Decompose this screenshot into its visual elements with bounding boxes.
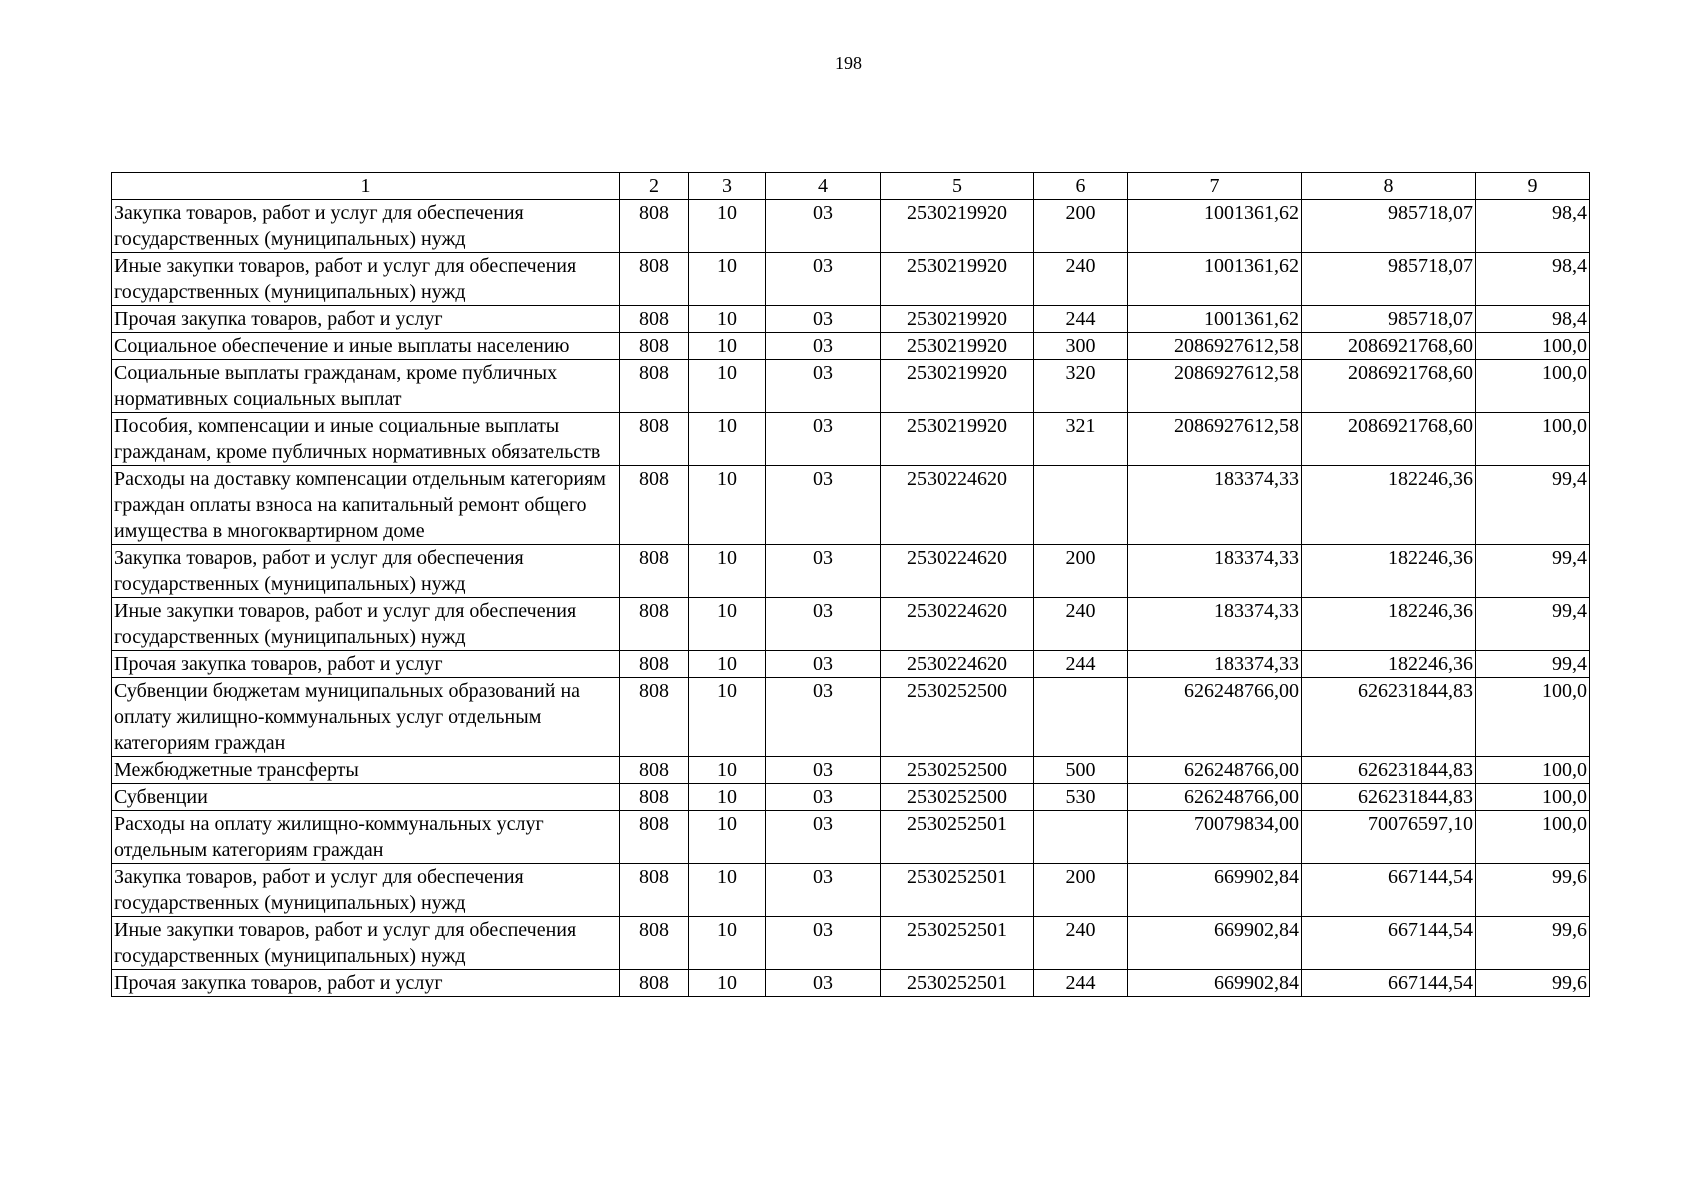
table-row [112, 360, 1590, 413]
ministry-code-cell: 808 [620, 917, 689, 970]
section-code-cell: 10 [689, 360, 766, 413]
expense-type-cell [1034, 811, 1128, 864]
target-article-cell: 2530224620 [881, 466, 1034, 545]
expense-type-cell: 240 [1034, 917, 1128, 970]
expense-name-cell: Субвенции [112, 784, 620, 811]
expense-name-cell: Социальные выплаты гражданам, кроме публичных нормативных социальных выплат [112, 360, 620, 413]
subsection-code-cell: 03 [766, 333, 881, 360]
expense-name-cell: Пособия, компенсации и иные социальные выплаты гражданам, кроме публичных нормативных обязательств [112, 413, 620, 466]
planned-amount-cell: 669902,84 [1128, 864, 1302, 917]
expense-type-cell: 200 [1034, 200, 1128, 253]
table-row [112, 651, 1590, 678]
planned-amount-cell: 2086927612,58 [1128, 333, 1302, 360]
executed-amount-cell: 626231844,83 [1302, 757, 1476, 784]
target-article-cell: 2530252500 [881, 757, 1034, 784]
section-code-cell: 10 [689, 598, 766, 651]
section-code-cell: 10 [689, 651, 766, 678]
executed-amount-cell: 626231844,83 [1302, 678, 1476, 757]
execution-percent-cell: 99,6 [1476, 970, 1590, 997]
ministry-code-cell: 808 [620, 253, 689, 306]
expense-type-cell: 200 [1034, 864, 1128, 917]
ministry-code-cell: 808 [620, 651, 689, 678]
executed-amount-cell: 667144,54 [1302, 917, 1476, 970]
ministry-code-cell: 808 [620, 200, 689, 253]
section-code-cell: 10 [689, 466, 766, 545]
table-row [112, 811, 1590, 864]
expense-type-cell: 500 [1034, 757, 1128, 784]
section-code-cell: 10 [689, 678, 766, 757]
target-article-cell: 2530224620 [881, 545, 1034, 598]
executed-amount-cell: 667144,54 [1302, 970, 1476, 997]
column-header: 6 [1034, 173, 1128, 200]
target-article-cell: 2530219920 [881, 200, 1034, 253]
planned-amount-cell: 626248766,00 [1128, 784, 1302, 811]
section-code-cell: 10 [689, 413, 766, 466]
subsection-code-cell: 03 [766, 598, 881, 651]
table-row [112, 917, 1590, 970]
expense-name-cell: Субвенции бюджетам муниципальных образований на оплату жилищно-коммунальных услуг отдельным категориям граждан [112, 678, 620, 757]
execution-percent-cell: 99,4 [1476, 598, 1590, 651]
execution-percent-cell: 99,4 [1476, 651, 1590, 678]
section-code-cell: 10 [689, 811, 766, 864]
expense-type-cell: 244 [1034, 970, 1128, 997]
expense-type-cell: 530 [1034, 784, 1128, 811]
ministry-code-cell: 808 [620, 864, 689, 917]
table-body [112, 200, 1590, 997]
target-article-cell: 2530252501 [881, 970, 1034, 997]
planned-amount-cell: 183374,33 [1128, 466, 1302, 545]
ministry-code-cell: 808 [620, 306, 689, 333]
subsection-code-cell: 03 [766, 545, 881, 598]
section-code-cell: 10 [689, 784, 766, 811]
expense-name-cell: Иные закупки товаров, работ и услуг для обеспечения государственных (муниципальных) нужд [112, 253, 620, 306]
expense-name-cell: Межбюджетные трансферты [112, 757, 620, 784]
target-article-cell: 2530219920 [881, 333, 1034, 360]
executed-amount-cell: 985718,07 [1302, 253, 1476, 306]
section-code-cell: 10 [689, 757, 766, 784]
column-header: 9 [1476, 173, 1590, 200]
subsection-code-cell: 03 [766, 306, 881, 333]
executed-amount-cell: 2086921768,60 [1302, 360, 1476, 413]
expense-name-cell: Закупка товаров, работ и услуг для обеспечения государственных (муниципальных) нужд [112, 545, 620, 598]
expense-type-cell: 320 [1034, 360, 1128, 413]
executed-amount-cell: 626231844,83 [1302, 784, 1476, 811]
expense-name-cell: Расходы на доставку компенсации отдельным категориям граждан оплаты взноса на капитальный ремонт общего имущества в многоквартирном доме [112, 466, 620, 545]
target-article-cell: 2530219920 [881, 306, 1034, 333]
subsection-code-cell: 03 [766, 413, 881, 466]
expense-name-cell: Закупка товаров, работ и услуг для обеспечения государственных (муниципальных) нужд [112, 200, 620, 253]
section-code-cell: 10 [689, 333, 766, 360]
target-article-cell: 2530252501 [881, 917, 1034, 970]
execution-percent-cell: 100,0 [1476, 333, 1590, 360]
subsection-code-cell: 03 [766, 811, 881, 864]
ministry-code-cell: 808 [620, 360, 689, 413]
execution-percent-cell: 98,4 [1476, 253, 1590, 306]
section-code-cell: 10 [689, 200, 766, 253]
subsection-code-cell: 03 [766, 678, 881, 757]
execution-percent-cell: 100,0 [1476, 413, 1590, 466]
expense-type-cell [1034, 466, 1128, 545]
column-header: 8 [1302, 173, 1476, 200]
expense-type-cell [1034, 678, 1128, 757]
expense-name-cell: Иные закупки товаров, работ и услуг для обеспечения государственных (муниципальных) нужд [112, 598, 620, 651]
expense-name-cell: Социальное обеспечение и иные выплаты населению [112, 333, 620, 360]
ministry-code-cell: 808 [620, 970, 689, 997]
execution-percent-cell: 99,6 [1476, 917, 1590, 970]
executed-amount-cell: 2086921768,60 [1302, 333, 1476, 360]
column-header: 1 [112, 173, 620, 200]
execution-percent-cell: 98,4 [1476, 200, 1590, 253]
executed-amount-cell: 985718,07 [1302, 200, 1476, 253]
section-code-cell: 10 [689, 253, 766, 306]
executed-amount-cell: 182246,36 [1302, 651, 1476, 678]
expense-type-cell: 200 [1034, 545, 1128, 598]
execution-percent-cell: 100,0 [1476, 360, 1590, 413]
target-article-cell: 2530224620 [881, 651, 1034, 678]
table-row [112, 598, 1590, 651]
target-article-cell: 2530219920 [881, 413, 1034, 466]
executed-amount-cell: 182246,36 [1302, 598, 1476, 651]
executed-amount-cell: 182246,36 [1302, 545, 1476, 598]
planned-amount-cell: 183374,33 [1128, 651, 1302, 678]
executed-amount-cell: 182246,36 [1302, 466, 1476, 545]
ministry-code-cell: 808 [620, 678, 689, 757]
column-header: 7 [1128, 173, 1302, 200]
subsection-code-cell: 03 [766, 784, 881, 811]
table-row [112, 970, 1590, 997]
table-row [112, 306, 1590, 333]
expense-name-cell: Расходы на оплату жилищно-коммунальных услуг отдельным категориям граждан [112, 811, 620, 864]
execution-percent-cell: 99,4 [1476, 466, 1590, 545]
expense-name-cell: Прочая закупка товаров, работ и услуг [112, 651, 620, 678]
section-code-cell: 10 [689, 306, 766, 333]
expense-type-cell: 240 [1034, 253, 1128, 306]
planned-amount-cell: 669902,84 [1128, 917, 1302, 970]
planned-amount-cell: 1001361,62 [1128, 253, 1302, 306]
column-header: 2 [620, 173, 689, 200]
execution-percent-cell: 100,0 [1476, 784, 1590, 811]
expense-name-cell: Прочая закупка товаров, работ и услуг [112, 970, 620, 997]
planned-amount-cell: 669902,84 [1128, 970, 1302, 997]
ministry-code-cell: 808 [620, 333, 689, 360]
planned-amount-cell: 2086927612,58 [1128, 360, 1302, 413]
subsection-code-cell: 03 [766, 917, 881, 970]
table-row [112, 333, 1590, 360]
planned-amount-cell: 183374,33 [1128, 545, 1302, 598]
execution-percent-cell: 99,6 [1476, 864, 1590, 917]
executed-amount-cell: 667144,54 [1302, 864, 1476, 917]
ministry-code-cell: 808 [620, 811, 689, 864]
subsection-code-cell: 03 [766, 200, 881, 253]
planned-amount-cell: 626248766,00 [1128, 678, 1302, 757]
planned-amount-cell: 626248766,00 [1128, 757, 1302, 784]
section-code-cell: 10 [689, 545, 766, 598]
page-number: 198 [835, 53, 862, 73]
planned-amount-cell: 183374,33 [1128, 598, 1302, 651]
expense-name-cell: Иные закупки товаров, работ и услуг для обеспечения государственных (муниципальных) нужд [112, 917, 620, 970]
table-row [112, 784, 1590, 811]
table-row [112, 466, 1590, 545]
executed-amount-cell: 70076597,10 [1302, 811, 1476, 864]
column-header: 3 [689, 173, 766, 200]
table-header-row [112, 173, 1590, 200]
target-article-cell: 2530219920 [881, 360, 1034, 413]
planned-amount-cell: 1001361,62 [1128, 306, 1302, 333]
subsection-code-cell: 03 [766, 253, 881, 306]
table-row [112, 413, 1590, 466]
table-row [112, 545, 1590, 598]
expense-type-cell: 300 [1034, 333, 1128, 360]
execution-percent-cell: 98,4 [1476, 306, 1590, 333]
subsection-code-cell: 03 [766, 970, 881, 997]
subsection-code-cell: 03 [766, 651, 881, 678]
table-row [112, 678, 1590, 757]
expense-type-cell: 244 [1034, 306, 1128, 333]
column-header: 4 [766, 173, 881, 200]
ministry-code-cell: 808 [620, 413, 689, 466]
executed-amount-cell: 985718,07 [1302, 306, 1476, 333]
section-code-cell: 10 [689, 917, 766, 970]
target-article-cell: 2530252501 [881, 864, 1034, 917]
subsection-code-cell: 03 [766, 757, 881, 784]
expense-type-cell: 244 [1034, 651, 1128, 678]
target-article-cell: 2530219920 [881, 253, 1034, 306]
target-article-cell: 2530252501 [881, 811, 1034, 864]
column-header: 5 [881, 173, 1034, 200]
planned-amount-cell: 1001361,62 [1128, 200, 1302, 253]
execution-percent-cell: 99,4 [1476, 545, 1590, 598]
subsection-code-cell: 03 [766, 466, 881, 545]
table-row [112, 253, 1590, 306]
target-article-cell: 2530224620 [881, 598, 1034, 651]
executed-amount-cell: 2086921768,60 [1302, 413, 1476, 466]
subsection-code-cell: 03 [766, 864, 881, 917]
planned-amount-cell: 70079834,00 [1128, 811, 1302, 864]
ministry-code-cell: 808 [620, 784, 689, 811]
execution-percent-cell: 100,0 [1476, 811, 1590, 864]
budget-table [111, 172, 1590, 997]
expense-name-cell: Прочая закупка товаров, работ и услуг [112, 306, 620, 333]
expense-type-cell: 240 [1034, 598, 1128, 651]
table-row [112, 864, 1590, 917]
execution-percent-cell: 100,0 [1476, 678, 1590, 757]
ministry-code-cell: 808 [620, 545, 689, 598]
target-article-cell: 2530252500 [881, 784, 1034, 811]
section-code-cell: 10 [689, 864, 766, 917]
ministry-code-cell: 808 [620, 598, 689, 651]
ministry-code-cell: 808 [620, 757, 689, 784]
target-article-cell: 2530252500 [881, 678, 1034, 757]
execution-percent-cell: 100,0 [1476, 757, 1590, 784]
expense-name-cell: Закупка товаров, работ и услуг для обеспечения государственных (муниципальных) нужд [112, 864, 620, 917]
ministry-code-cell: 808 [620, 466, 689, 545]
expense-type-cell: 321 [1034, 413, 1128, 466]
subsection-code-cell: 03 [766, 360, 881, 413]
table-row [112, 757, 1590, 784]
planned-amount-cell: 2086927612,58 [1128, 413, 1302, 466]
section-code-cell: 10 [689, 970, 766, 997]
table-row [112, 200, 1590, 253]
